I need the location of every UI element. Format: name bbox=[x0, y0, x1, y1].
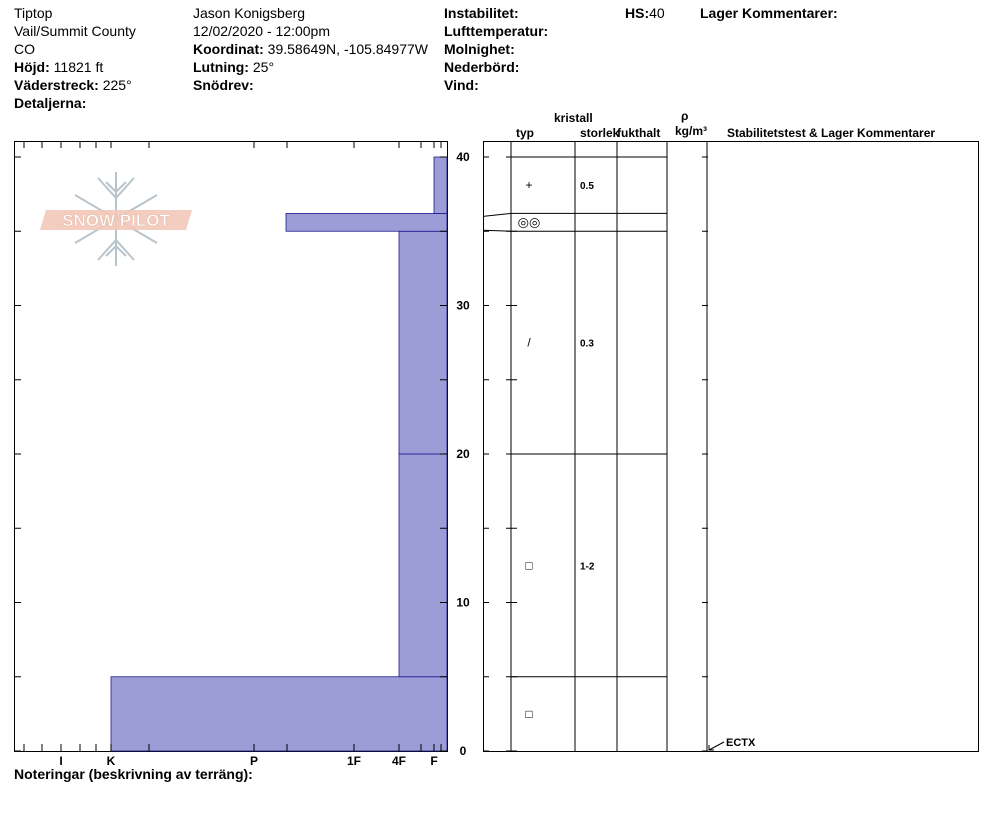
hardness-axis bbox=[24, 141, 441, 768]
hardness-bar-3 bbox=[286, 213, 447, 231]
state: CO bbox=[14, 41, 35, 57]
crystal-header: kristall bbox=[554, 111, 593, 125]
datetime: 12/02/2020 - 12:00pm bbox=[193, 23, 330, 39]
grain-size-0: 0.5 bbox=[580, 181, 594, 193]
grain-symbol-4: □ bbox=[525, 706, 533, 721]
stability-arrow-0 bbox=[709, 742, 724, 750]
location: Tiptop bbox=[14, 5, 53, 21]
grain-size-3: 1-2 bbox=[580, 561, 595, 573]
slope-label: Lutning: bbox=[193, 59, 249, 75]
hardness-bar-1 bbox=[399, 454, 447, 677]
grain-symbol-3: □ bbox=[525, 558, 533, 573]
height-tick-label-30: 30 bbox=[456, 298, 470, 313]
grain-symbol-1: ◎◎ bbox=[517, 214, 541, 230]
density-unit: kg/m³ bbox=[675, 124, 708, 138]
notes-label: Noteringar (beskrivning av terräng): bbox=[14, 766, 253, 782]
grain-table bbox=[483, 141, 756, 751]
layer-comments-label: Lager Kommentarer: bbox=[700, 5, 838, 21]
precip-label: Nederbörd: bbox=[444, 59, 520, 75]
hardness-bars bbox=[111, 157, 447, 751]
height-tick-label-0: 0 bbox=[459, 744, 467, 758]
sky-label: Molnighet: bbox=[444, 41, 515, 57]
hardness-tick-label-K: K bbox=[106, 754, 116, 768]
hardness-bar-0 bbox=[111, 677, 447, 751]
height-tick-label-20: 20 bbox=[456, 447, 470, 461]
grain-size-2: 0.3 bbox=[580, 338, 594, 350]
hs-value: 40 bbox=[649, 5, 665, 21]
type-header: typ bbox=[516, 126, 534, 140]
range: Vail/Summit County bbox=[14, 23, 136, 39]
aspect-label: Väderstreck: bbox=[14, 77, 99, 93]
layer-connector-0 bbox=[483, 213, 511, 216]
hardness-tick-label-1F: 1F bbox=[346, 754, 362, 768]
grain-symbol-0: + bbox=[525, 178, 533, 193]
snowpilot-logo bbox=[40, 172, 192, 266]
stability-test-label-0: ECTX bbox=[726, 737, 756, 749]
height-tick-label-10: 10 bbox=[456, 595, 470, 610]
observer: Jason Konigsberg bbox=[193, 5, 306, 21]
grain-symbol-2: / bbox=[527, 335, 531, 350]
air-temp-label: Lufttemperatur: bbox=[444, 23, 549, 39]
elevation-label: Höjd: bbox=[14, 59, 50, 75]
moisture-header: fukthalt bbox=[617, 126, 661, 140]
density-symbol: ρ bbox=[681, 109, 689, 123]
stability-header: Stabilitetstest & Lager Kommentarer bbox=[727, 126, 936, 140]
hardness-plot-frame bbox=[15, 142, 448, 752]
coordinate-value: 39.58649N, -105.84977W bbox=[267, 41, 428, 57]
hardness-tick-label-F: F bbox=[430, 754, 438, 768]
hardness-tick-label-P: P bbox=[249, 754, 259, 768]
aspect-value: 225° bbox=[102, 77, 132, 93]
hardness-tick-label-4F: 4F bbox=[391, 754, 407, 768]
logo-text: SNOW PILOT bbox=[62, 211, 170, 230]
details-label: Detaljerna: bbox=[14, 95, 87, 111]
wind-label: Vind: bbox=[444, 77, 479, 93]
hardness-bar-4 bbox=[434, 157, 447, 213]
hardness-tick-label-I: I bbox=[59, 754, 63, 768]
instability-label: Instabilitet: bbox=[444, 5, 519, 21]
size-header: storlek bbox=[580, 126, 620, 140]
grain-table-frame bbox=[484, 142, 979, 752]
wind-loading-label: Snödrev: bbox=[193, 77, 254, 93]
hardness-bar-2 bbox=[399, 231, 447, 454]
height-tick-label-40: 40 bbox=[456, 150, 470, 164]
slope-value: 25° bbox=[252, 59, 275, 75]
hs-label: HS: bbox=[625, 5, 650, 21]
coordinate-label: Koordinat: bbox=[193, 41, 264, 57]
elevation-value: 11821 ft bbox=[53, 59, 104, 75]
